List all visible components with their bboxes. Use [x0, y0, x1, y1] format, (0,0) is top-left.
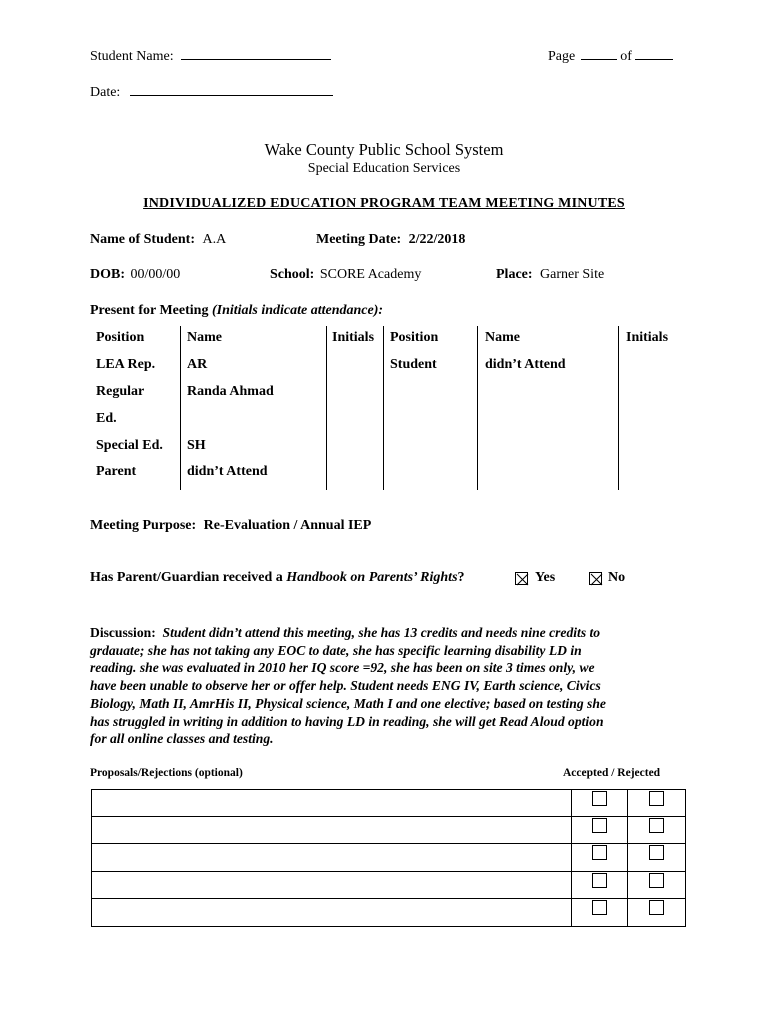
discussion-block — [90, 624, 690, 748]
row-position-regular: Regular — [96, 384, 145, 399]
table-border — [685, 789, 686, 927]
row-position-special: Special Ed. — [96, 438, 163, 453]
accepted-checkbox[interactable] — [592, 900, 607, 915]
table-border — [91, 871, 685, 872]
table-border — [627, 789, 628, 927]
no-label: No — [608, 570, 626, 585]
attendance-heading-text: Present for Meeting — [90, 303, 209, 318]
table-divider — [383, 326, 384, 490]
discussion-label: Discussion: — [90, 625, 156, 640]
table-divider — [477, 326, 478, 490]
table-border — [91, 898, 685, 899]
dob-row — [90, 267, 180, 283]
row-position-ed: Ed. — [96, 411, 117, 426]
table-border — [91, 926, 685, 927]
page-number-line — [548, 47, 673, 65]
yes-label: Yes — [535, 570, 556, 585]
checked-x-icon — [590, 573, 603, 586]
discussion-line: reading. she was evaluated in 2010 her IQ score =92, she has been on site 3 times only, we — [90, 660, 595, 676]
discussion-line: have been unable to observe her or offer help. Student needs ENG IV, Earth science, Civics — [90, 678, 601, 694]
meeting-date-value: 2/22/2018 — [408, 232, 466, 247]
header-position-right: Position — [390, 330, 439, 345]
row-name-special: SH — [187, 438, 206, 453]
handbook-question-pre: Has Parent/Guardian received a — [90, 570, 283, 585]
header-position-left: Position — [96, 330, 145, 345]
row-position-parent: Parent — [96, 464, 137, 479]
meeting-purpose-value: Re-Evaluation / Annual IEP — [203, 518, 372, 533]
meeting-purpose-row — [90, 518, 371, 534]
of-label: of — [620, 49, 632, 64]
table-border — [91, 816, 685, 817]
table-border — [91, 843, 685, 844]
dept-subtitle: Special Education Services — [307, 161, 461, 176]
discussion-line: has struggled in writing in addition to having LD in reading, she will get Read Aloud option — [90, 713, 604, 729]
accepted-checkbox[interactable] — [592, 818, 607, 833]
row-name-student: didn’t Attend — [485, 357, 566, 372]
place-value: Garner Site — [540, 267, 605, 282]
meeting-date-row — [316, 232, 465, 248]
accepted-checkbox[interactable] — [592, 791, 607, 806]
date-label: Date: — [90, 85, 121, 100]
org-title: Wake County Public School System — [264, 140, 504, 159]
form-title — [0, 196, 768, 212]
place-row — [496, 267, 604, 283]
rejected-checkbox[interactable] — [649, 845, 664, 860]
rejected-checkbox[interactable] — [649, 818, 664, 833]
table-border — [91, 789, 685, 790]
page-number-field[interactable] — [581, 47, 617, 60]
rejected-checkbox[interactable] — [649, 900, 664, 915]
handbook-question-italic: Handbook on Parents’ Rights — [286, 570, 458, 585]
yes-checkbox[interactable] — [515, 572, 528, 585]
discussion-line: for all online classes and testing. — [90, 731, 274, 747]
place-label: Place: — [496, 267, 533, 282]
accepted-checkbox[interactable] — [592, 845, 607, 860]
student-name-line — [90, 47, 331, 65]
discussion-line: grdauate; she has not taking any EOC to date, she has specific learning disability LD in — [90, 642, 582, 658]
header-initials-right: Initials — [626, 330, 669, 345]
date-field[interactable] — [130, 83, 333, 96]
attendance-heading-note: (Initials indicate attendance): — [211, 303, 384, 318]
school-value: SCORE Academy — [319, 267, 422, 282]
student-name-row — [90, 232, 226, 248]
table-border — [91, 789, 92, 927]
name-of-student-value: A.A — [202, 232, 227, 247]
proposals-label: Proposals/Rejections (optional) — [90, 767, 243, 779]
no-checkbox[interactable] — [589, 572, 602, 585]
row-name-regular: Randa Ahmad — [187, 384, 274, 399]
form-title-text: INDIVIDUALIZED EDUCATION PROGRAM TEAM MEETING MINUTES — [143, 196, 625, 211]
header-name-right: Name — [485, 330, 520, 345]
accepted-checkbox[interactable] — [592, 873, 607, 888]
student-name-label: Student Name: — [90, 49, 174, 64]
header-initials-left: Initials — [332, 330, 375, 345]
table-divider — [180, 326, 181, 490]
discussion-line: Biology, Math II, AmrHis II, Physical science, Math I and one elective; based on testing she — [90, 695, 606, 711]
discussion-line — [90, 624, 690, 642]
row-name-parent: didn’t Attend — [187, 464, 268, 479]
table-border — [571, 789, 572, 927]
header-name-left: Name — [187, 330, 222, 345]
handbook-question-post: ? — [457, 570, 465, 585]
attendance-heading — [90, 303, 383, 319]
name-of-student-label: Name of Student: — [90, 232, 195, 247]
row-position-student: Student — [390, 357, 437, 372]
school-row — [270, 267, 421, 283]
table-divider — [326, 326, 327, 490]
page-label: Page — [548, 49, 576, 64]
dob-label: DOB: — [90, 267, 125, 282]
rejected-checkbox[interactable] — [649, 873, 664, 888]
checked-x-icon — [516, 573, 529, 586]
meeting-date-label: Meeting Date: — [316, 232, 402, 247]
row-name-lea: AR — [187, 357, 208, 372]
student-name-field[interactable] — [181, 47, 331, 60]
handbook-question — [90, 570, 465, 586]
discussion-text: Student didn’t attend this meeting, she has 13 credits and needs nine credits to — [162, 625, 601, 640]
accepted-rejected-label: Accepted / Rejected — [563, 767, 661, 779]
page-total-field[interactable] — [635, 47, 673, 60]
table-divider — [618, 326, 619, 490]
rejected-checkbox[interactable] — [649, 791, 664, 806]
dob-value: 00/00/00 — [130, 267, 181, 282]
row-position-lea: LEA Rep. — [96, 357, 156, 372]
school-label: School: — [270, 267, 315, 282]
meeting-purpose-label: Meeting Purpose: — [90, 518, 197, 533]
date-line — [90, 83, 333, 101]
